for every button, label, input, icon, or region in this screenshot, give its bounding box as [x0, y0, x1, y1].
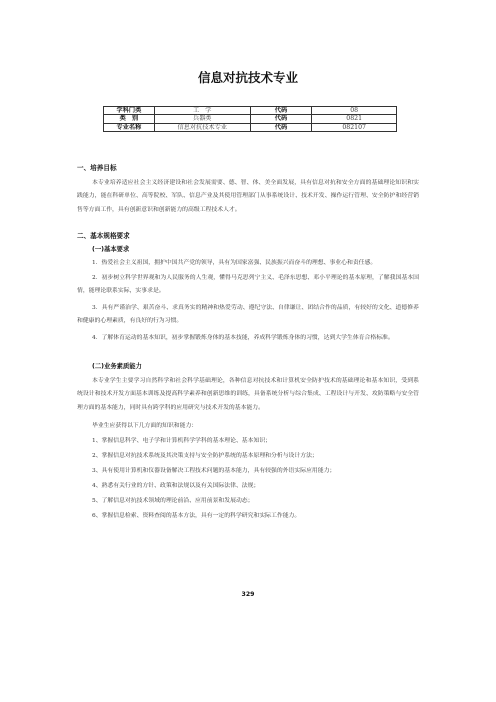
ability-item: 1、掌握信息科学、电子学和计算机科学学科的基本理论、基本知识；	[92, 438, 272, 444]
table-row	[104, 115, 397, 123]
ability-item: 5、了解信息对抗技术领域的理论前沿、应用前景和发展动态；	[92, 498, 254, 504]
value-discipline-code: 08	[312, 107, 397, 115]
value-discipline: 工 学	[154, 107, 250, 115]
subsection-heading-professional: (二)业务素质能力	[92, 363, 142, 370]
basic-requirement-item: 2．初步树立科学世界观和为人民服务的人生观，懂得马克思列宁主义、毛泽东思想、邓小平理论的基本原理，了解我国基本国情，能理论联系实际，实事求是。	[77, 275, 419, 295]
professional-paragraph: 本专业学生主要学习自然科学和社会科学基础理论，各种信息对抗技术和计算机安全防护技术的基础理论和基本知识，受到系统设计和技术开发方面基本训练及提高科学素养和创新思维的训练，具备系统分析与综合集成、工程设计与开发、攻防策略与安全管理方面的基本能力，同时具有跨学科的应用研究与技术开发的基本能力。	[77, 378, 419, 411]
ability-item: 4、熟悉有关行业的方针、政策和法规以及有关国际法律、法规；	[92, 483, 260, 489]
table-row	[104, 107, 397, 115]
page-number: 329	[241, 591, 255, 598]
major-info-table	[103, 106, 397, 132]
label-code: 代码	[250, 107, 312, 115]
value-category-code: 0821	[312, 115, 397, 123]
subsection-heading-basic: (一)基本要求	[92, 246, 130, 253]
basic-requirement-item: 3．具有严谨治学、艰苦奋斗、求真务实的精神和热爱劳动、遵纪守法、自律谦让、团结合作的品质，有较好的文化、道德修养和健康的心理素质，有良好的行为习惯。	[77, 305, 419, 325]
table-row	[104, 123, 397, 131]
label-code: 代码	[250, 115, 312, 123]
value-category: 兵器类	[154, 115, 250, 123]
ability-item: 2、掌握信息对抗技术系统及其决策支持与安全防护系统的基本原理和分析与设计方法；	[92, 453, 318, 459]
abilities-lead: 毕业生应获得以下几方面的知识和能力：	[92, 423, 198, 429]
basic-requirement-item: 1．热爱社会主义祖国，拥护中国共产党的领导，具有为国家富强、民族振兴而奋斗的理想、事业心和责任感。	[92, 260, 377, 266]
label-code: 代码	[250, 123, 312, 131]
section-heading-objectives: 一、培养目标	[77, 164, 117, 172]
label-category: 类 别	[104, 115, 155, 123]
ability-item: 3、具有使用计算机和仪器设备解决工程技术问题的基本能力，具有较强的外语实际应用能力；	[92, 468, 336, 474]
label-discipline: 学科门类	[104, 107, 155, 115]
objectives-paragraph: 本专业培养适应社会主义经济建设和社会发展需要、德、智、体、美全面发展，具有信息对抗和安全方面的基础理论知识和实践能力，能在科研单位、高等院校、军队、信息产业及其使用管理部门从事系统设计、技术开发、操作运行管理、安全防护和经营销售等方面工作，具有创新意识和创新能力的高级工程技术人才。	[77, 180, 419, 213]
section-heading-requirements: 二、基本规格要求	[77, 232, 130, 240]
ability-item: 6、掌握信息检索、资料查阅的基本方法，具有一定的科学研究和实际工作能力。	[92, 513, 301, 519]
value-major-name: 信息对抗技术专业	[154, 123, 250, 131]
value-major-code: 082107	[312, 123, 397, 131]
page-title: 信息对抗技术专业	[197, 70, 298, 85]
basic-requirement-item: 4．了解体育运动的基本知识，初步掌握锻炼身体的基本技能，养成科学锻炼身体的习惯，达到大学生体育合格标准。	[92, 335, 394, 341]
label-major-name: 专业名称	[104, 123, 155, 131]
